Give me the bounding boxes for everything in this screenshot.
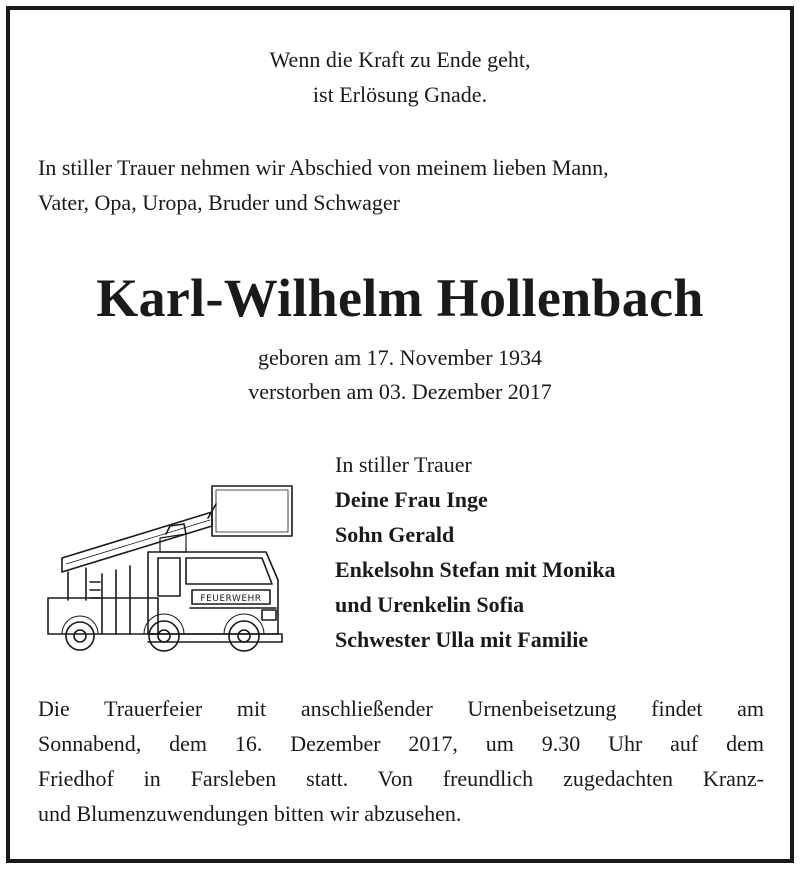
motto-line-2: ist Erlösung Gnade.	[312, 82, 488, 107]
motto-line-1: Wenn die Kraft zu Ende geht,	[269, 47, 531, 72]
intro-line-1: In stiller Trauer nehmen wir Abschied von meinem lieben Mann,	[38, 155, 609, 180]
mourner-name: Schwester Ulla mit Familie	[335, 627, 589, 652]
mourner-name: und Urenkelin Sofia	[335, 592, 525, 617]
funeral-line-3: Friedhof in Farsleben statt. Von freundlich zugedachten Kranz-	[38, 766, 764, 791]
fire-truck-turntable-ladder-icon	[40, 478, 302, 658]
intro-text	[38, 150, 766, 220]
birth-date: geboren am 17. November 1934	[257, 345, 543, 370]
obituary-frame	[6, 6, 794, 863]
motto-verse	[10, 42, 790, 112]
funeral-line-2: Sonnabend, dem 16. Dezember 2017, um 9.30 Uhr auf dem	[38, 731, 764, 756]
life-dates	[10, 341, 790, 409]
mourner-name: Sohn Gerald	[335, 522, 455, 547]
mourners-list	[335, 447, 616, 657]
vehicle-lettering: FEUERWEHR	[200, 594, 262, 604]
truck-body	[48, 598, 158, 634]
death-date: verstorben am 03. Dezember 2017	[248, 379, 552, 404]
intro-line-2: Vater, Opa, Uropa, Bruder und Schwager	[38, 190, 401, 215]
funeral-notice	[38, 691, 764, 831]
mourner-name: Deine Frau Inge	[335, 487, 488, 512]
deceased-name: Karl-Wilhelm Hollenbach	[96, 268, 704, 328]
middle-wheel	[149, 621, 179, 651]
rear-wheel	[66, 622, 94, 650]
funeral-line-4: und Blumenzuwendungen bitten wir abzusehen.	[38, 801, 462, 826]
mourners-lead: In stiller Trauer	[335, 452, 472, 477]
funeral-line-1: Die Trauerfeier mit anschließender Urnenbeisetzung findet am	[38, 696, 764, 721]
mourner-name: Enkelsohn Stefan mit Monika	[335, 557, 616, 582]
rescue-basket	[212, 486, 292, 536]
front-wheel	[229, 621, 259, 651]
